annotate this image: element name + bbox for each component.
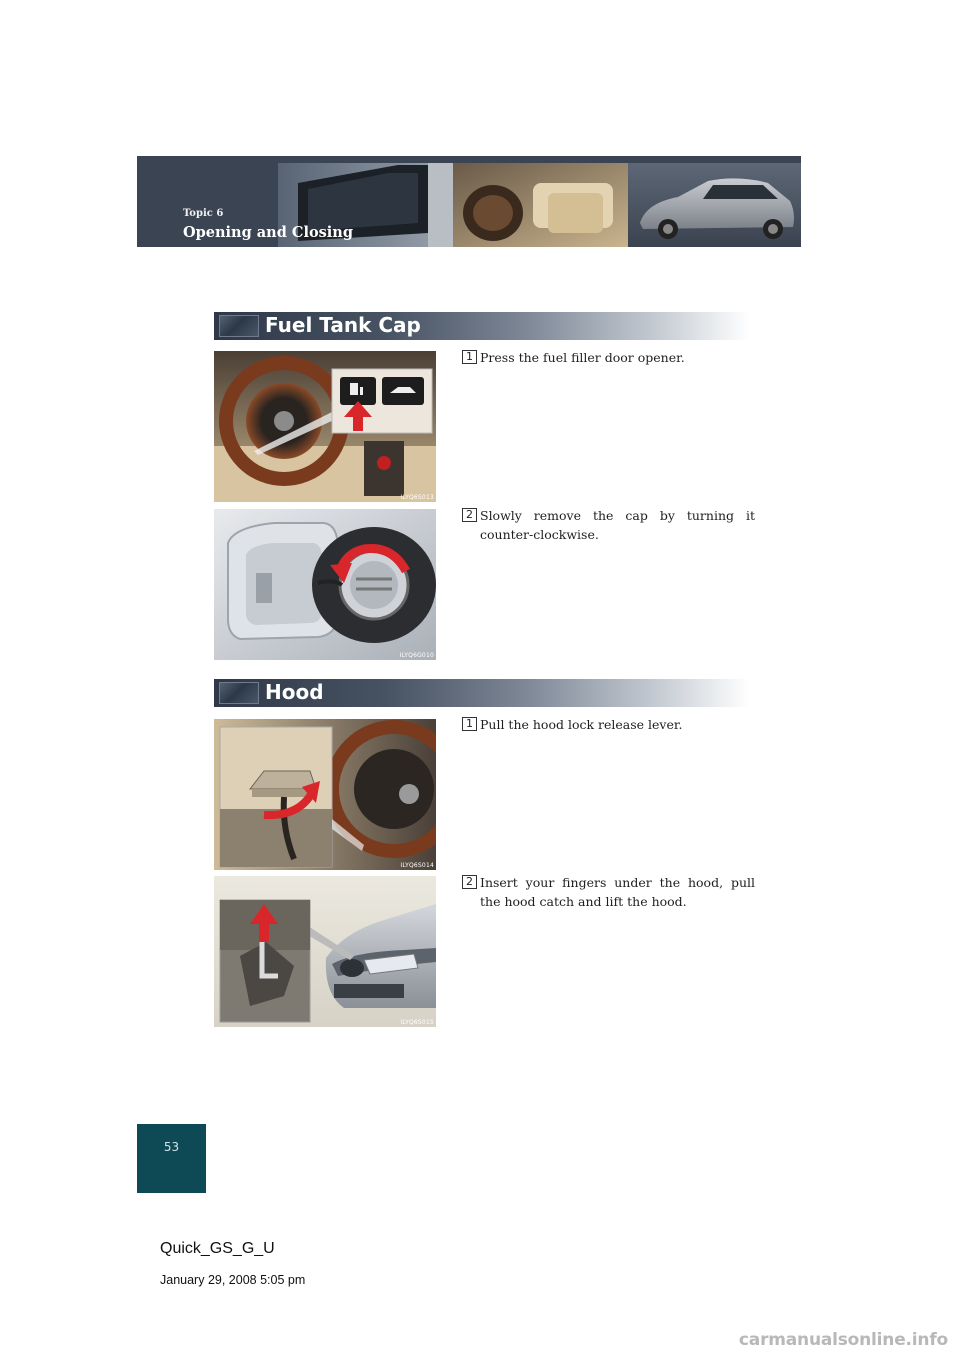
step-number-box: 1 bbox=[462, 717, 477, 731]
section-header-fuel-tank-cap bbox=[214, 312, 750, 340]
section-swatch bbox=[219, 682, 259, 704]
footer-filename: Quick_GS_G_U bbox=[160, 1240, 275, 1257]
page-number: 53 bbox=[163, 1140, 180, 1154]
fuel-step-1 bbox=[462, 348, 755, 367]
photo-code: ILYQ6S015 bbox=[400, 1019, 434, 1026]
hood-catch-photo bbox=[214, 876, 436, 1027]
step-number-box: 2 bbox=[462, 875, 477, 889]
hood-lever-photo bbox=[214, 719, 436, 870]
page-number-tab bbox=[137, 1124, 206, 1193]
section-header-hood bbox=[214, 679, 750, 707]
step-text: Insert your fingers under the hood, pull the hood catch and lift the hood. bbox=[480, 875, 755, 909]
watermark-link[interactable]: carmanualsonline.info bbox=[738, 1330, 948, 1350]
hood-step-1 bbox=[462, 715, 755, 734]
photo-code: ILYQ6S014 bbox=[400, 862, 434, 869]
fuel-cap-photo bbox=[214, 509, 436, 660]
topic-label: Topic 6 bbox=[183, 208, 224, 219]
hood-step-2 bbox=[462, 873, 755, 911]
header-banner bbox=[137, 156, 801, 247]
section-swatch bbox=[219, 315, 259, 337]
banner-photo-strip bbox=[278, 163, 801, 247]
fuel-step-2 bbox=[462, 506, 755, 544]
step-number-box: 1 bbox=[462, 350, 477, 364]
photo-code: ILYQ6G010 bbox=[399, 652, 434, 659]
chapter-title: Opening and Closing bbox=[183, 224, 353, 241]
section-title: Fuel Tank Cap bbox=[265, 313, 421, 337]
step-number-box: 2 bbox=[462, 508, 477, 522]
section-title: Hood bbox=[265, 680, 324, 704]
photo-code: ILYQ6S013 bbox=[400, 494, 434, 501]
step-text: Slowly remove the cap by turning it counter-clockwise. bbox=[480, 508, 755, 542]
step-text: Press the fuel filler door opener. bbox=[480, 350, 685, 365]
step-text: Pull the hood lock release lever. bbox=[480, 717, 683, 732]
fuel-door-opener-photo bbox=[214, 351, 436, 502]
footer-timestamp: January 29, 2008 5:05 pm bbox=[160, 1273, 306, 1287]
